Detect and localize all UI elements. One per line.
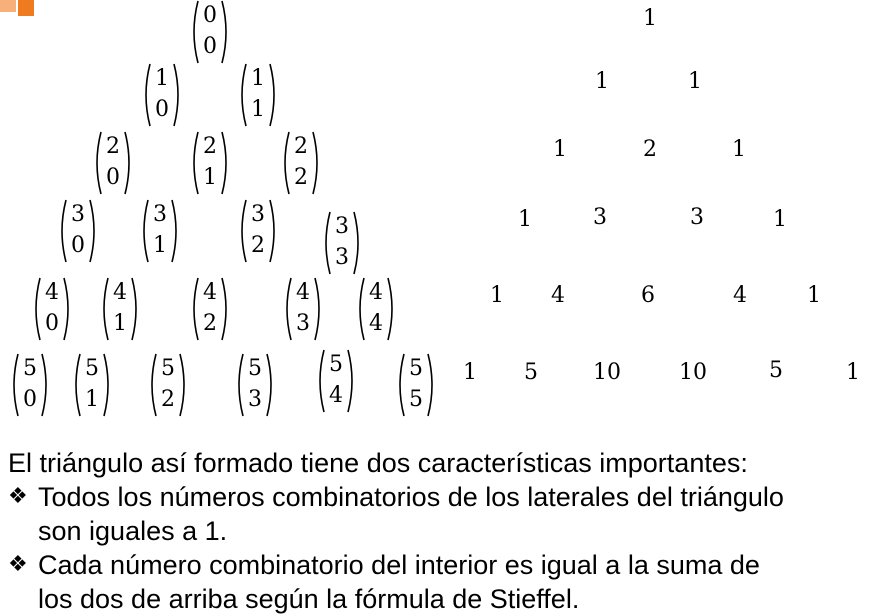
- binomial-n: 5: [161, 356, 175, 381]
- pascal-value-5-1: 5: [524, 360, 538, 385]
- binomial-n: 2: [106, 134, 120, 159]
- binomial-k: 0: [71, 233, 85, 258]
- pascal-value-5-4: 5: [769, 358, 783, 383]
- binomial-k: 2: [203, 311, 217, 336]
- binomial-5-0: [10, 352, 50, 418]
- diamond-bullet-icon: ❖: [8, 552, 28, 577]
- pascal-value-5-0: 1: [463, 360, 477, 385]
- binomial-k: 5: [409, 387, 423, 412]
- pascal-value-5-2: 10: [593, 360, 621, 385]
- pascal-value-3-2: 3: [690, 205, 704, 230]
- binomial-n: 3: [71, 202, 85, 227]
- binomial-n: 4: [203, 280, 217, 305]
- binomial-n: 4: [45, 280, 59, 305]
- binomial-n: 2: [294, 134, 308, 159]
- binomial-2-0: [93, 130, 133, 196]
- binomial-k: 1: [153, 233, 167, 258]
- binomial-k: 1: [203, 165, 217, 190]
- binomial-3-3: [322, 210, 362, 276]
- bullet-interior-line-2: los dos de arriba según la fórmula de Stieffel.: [38, 584, 580, 614]
- binomial-n: 3: [153, 202, 167, 227]
- binomial-4-1: [100, 276, 140, 342]
- binomial-k: 4: [369, 311, 383, 336]
- pascal-value-4-0: 1: [490, 283, 504, 308]
- binomial-k: 3: [335, 245, 349, 270]
- binomial-k: 0: [45, 311, 59, 336]
- pascal-value-1-0: 1: [595, 69, 609, 94]
- binomial-5-1: [72, 352, 112, 418]
- binomial-3-2: [238, 198, 278, 264]
- explanation-text: [8, 446, 866, 616]
- binomial-n: 1: [155, 66, 169, 91]
- pascal-value-4-1: 4: [551, 283, 565, 308]
- corner-square-light: [0, 0, 16, 12]
- diamond-bullet-icon: ❖: [8, 484, 28, 509]
- pascal-value-4-2: 6: [641, 283, 655, 308]
- binomial-k: 0: [155, 97, 169, 122]
- binomial-k: 1: [85, 387, 99, 412]
- binomial-k: 4: [329, 383, 343, 408]
- bullet-sides-line-1: Todos los números combinatorios de los laterales del triángulo: [38, 482, 784, 512]
- binomial-1-0: [142, 62, 182, 128]
- binomial-n: 1: [251, 66, 265, 91]
- pascal-value-2-1: 2: [643, 137, 657, 162]
- binomial-k: 0: [106, 165, 120, 190]
- binomial-n: 5: [409, 356, 423, 381]
- binomial-3-0: [58, 198, 98, 264]
- binomial-n: 4: [296, 280, 310, 305]
- binomial-5-5: [396, 352, 436, 418]
- binomial-3-1: [140, 198, 180, 264]
- binomial-k: 2: [294, 165, 308, 190]
- binomial-2-2: [281, 130, 321, 196]
- binomial-n: 3: [335, 214, 349, 239]
- bullet-sides-line-2: son iguales a 1.: [38, 516, 228, 546]
- slide-corner-decoration: [0, 0, 34, 16]
- binomial-k: 2: [161, 387, 175, 412]
- binomial-5-4: [316, 348, 356, 414]
- binomial-n: 5: [248, 356, 262, 381]
- binomial-n: 5: [23, 356, 37, 381]
- binomial-4-3: [283, 276, 323, 342]
- binomial-k: 0: [23, 387, 37, 412]
- binomial-n: 2: [203, 134, 217, 159]
- binomial-4-2: [190, 276, 230, 342]
- binomial-k: 2: [251, 233, 265, 258]
- binomial-k: 3: [296, 311, 310, 336]
- binomial-1-1: [238, 62, 278, 128]
- binomial-n: 3: [251, 202, 265, 227]
- pascal-value-3-3: 1: [773, 207, 787, 232]
- pascal-value-2-0: 1: [553, 137, 567, 162]
- pascal-value-0-0: 1: [643, 6, 657, 31]
- binomial-4-0: [32, 276, 72, 342]
- intro-sentence: El triángulo así formado tiene dos características importantes:: [8, 448, 748, 478]
- bullet-sides: [8, 480, 866, 548]
- binomial-k: 1: [251, 97, 265, 122]
- pascal-value-4-4: 1: [807, 283, 821, 308]
- pascal-value-1-1: 1: [688, 69, 702, 94]
- binomial-k: 3: [248, 387, 262, 412]
- binomial-k: 0: [203, 34, 217, 59]
- binomial-5-3: [235, 352, 275, 418]
- binomial-2-1: [190, 130, 230, 196]
- binomial-n: 4: [369, 280, 383, 305]
- binomial-4-4: [356, 276, 396, 342]
- pascal-value-3-0: 1: [518, 207, 532, 232]
- binomial-n: 5: [85, 356, 99, 381]
- pascal-value-2-2: 1: [732, 137, 746, 162]
- pascal-value-3-1: 3: [593, 205, 607, 230]
- binomial-n: 5: [329, 352, 343, 377]
- binomial-k: 1: [113, 311, 127, 336]
- binomial-5-2: [148, 352, 188, 418]
- pascal-value-5-5: 1: [846, 360, 860, 385]
- binomial-n: 4: [113, 280, 127, 305]
- pascal-value-4-3: 4: [733, 283, 747, 308]
- bullet-interior: [8, 548, 866, 616]
- corner-square-dark: [18, 0, 34, 16]
- pascal-value-5-3: 10: [679, 360, 707, 385]
- bullet-interior-line-1: Cada número combinatorio del interior es igual a la suma de: [38, 550, 760, 580]
- binomial-0-0: [190, 0, 230, 65]
- binomial-n: 0: [203, 3, 217, 28]
